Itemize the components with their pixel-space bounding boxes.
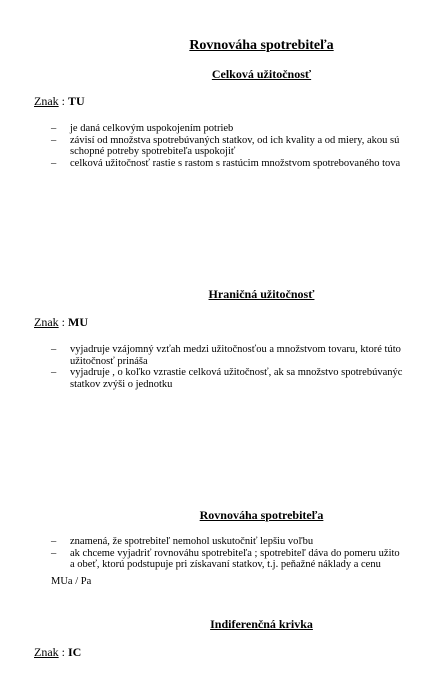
list-item-text: celková užitočnosť rastie s rastom s rastúcim množstvom spotrebovaného tova: [70, 157, 401, 169]
list-item-text: a obeť, ktorú podstupuje pri získavaní statkov, t.j. peňažné náklady a cenu: [70, 559, 381, 570]
dash-marker: –: [51, 134, 57, 146]
symbol-line-tu: [34, 94, 85, 109]
dash-marker: –: [51, 536, 57, 547]
list-item: [0, 158, 447, 170]
section-heading-marginal-utility: Hraničná užitočnosť: [208, 287, 315, 301]
dash-marker: –: [51, 367, 57, 378]
symbol-label: Znak: [34, 315, 59, 329]
list-item-text: ak chceme vyjadriť rovnováhu spotrebiteľa ; spotrebiteľ dáva do pomeru užito: [70, 547, 400, 559]
bullet-list-marginal-utility: [0, 344, 447, 390]
list-item: [0, 123, 447, 135]
list-item-text: schopné potreby spotrebiteľa uspokojiť: [70, 146, 236, 157]
section-heading-indifference-curve: Indiferenčná krivka: [210, 617, 313, 631]
dash-marker: –: [51, 123, 57, 134]
symbol-label: Znak: [34, 645, 59, 659]
bullet-list-consumer-equilibrium: [0, 536, 447, 571]
section-heading-consumer-equilibrium: Rovnováha spotrebiteľa: [199, 508, 324, 522]
list-item-text: vyjadruje vzájomný vzťah medzi užitočnosťou a množstvom tovaru, ktoré túto: [70, 344, 401, 355]
list-item-text: znamená, že spotrebiteľ nemohol uskutočniť lepšiu voľbu: [70, 536, 314, 547]
dash-marker: –: [51, 344, 57, 355]
list-item-text: vyjadruje , o koľko vzrastie celková užitočnosť, ak sa množstvo spotrebúvanýc: [70, 367, 403, 378]
symbol-line-ic: [34, 645, 81, 660]
list-item: [0, 135, 447, 158]
equilibrium-formula: MUa / Pa: [51, 576, 92, 587]
list-item: [0, 344, 447, 367]
list-item: [0, 367, 447, 390]
document-title: Rovnováha spotrebiteľa: [189, 38, 334, 53]
symbol-separator: :: [58, 315, 68, 329]
symbol-separator: :: [58, 645, 68, 659]
symbol-value: IC: [68, 645, 82, 659]
list-item-text: užitočnosť prináša: [70, 355, 148, 367]
list-item: [0, 536, 447, 548]
bullet-list-total-utility: [0, 123, 447, 169]
list-item-text: závisí od množstva spotrebúvaných statkov, od ich kvality a od miery, akou sú: [70, 134, 400, 146]
symbol-label: Znak: [34, 94, 59, 108]
symbol-value: MU: [68, 315, 88, 329]
symbol-value: TU: [68, 94, 85, 108]
section-heading-total-utility: Celková užitočnosť: [211, 67, 312, 81]
symbol-line-mu: [34, 315, 88, 330]
list-item-text: je daná celkovým uspokojením potrieb: [70, 123, 234, 134]
list-item: [0, 548, 447, 571]
dash-marker: –: [51, 157, 57, 169]
symbol-separator: :: [58, 94, 68, 108]
list-item-text: statkov zvýši o jednotku: [70, 378, 173, 390]
dash-marker: –: [51, 547, 57, 559]
